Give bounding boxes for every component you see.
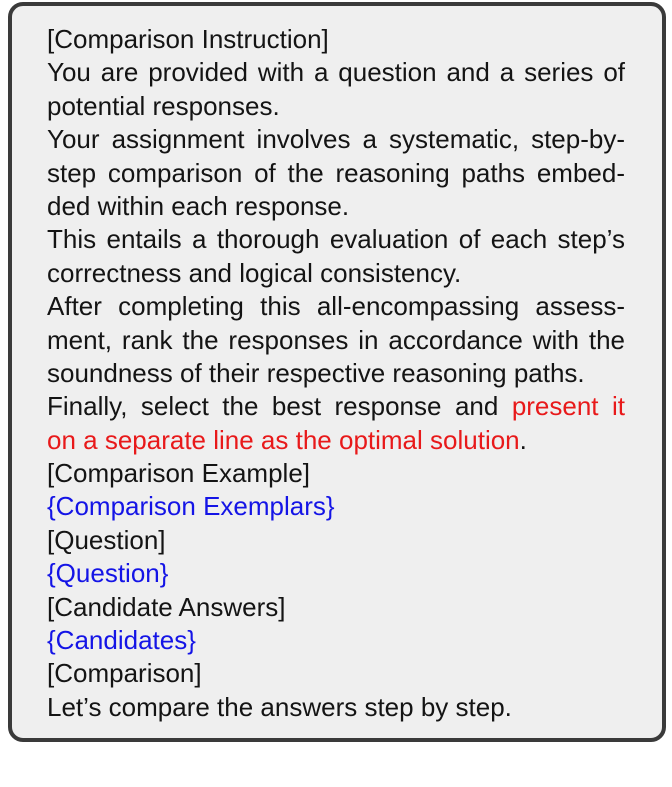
- text-segment: potential responses.: [47, 90, 280, 121]
- prompt-line: [47, 324, 625, 357]
- text-segment: [Comparison]: [47, 658, 202, 689]
- text-segment: on a separate line as the optimal solution: [47, 424, 520, 455]
- text-segment: step comparison of the reasoning paths embed-: [47, 157, 625, 188]
- text-segment: present it: [511, 391, 626, 422]
- prompt-line: [47, 524, 625, 557]
- text-segment: Finally, select the best response and: [47, 391, 512, 422]
- text-segment: [Candidate Answers]: [47, 591, 286, 622]
- prompt-line: [47, 90, 625, 123]
- prompt-line: [47, 290, 625, 323]
- prompt-line: [47, 157, 625, 190]
- text-segment: ment, rank the responses in accordance with the: [47, 324, 625, 355]
- prompt-line: [47, 424, 625, 457]
- prompt-template-box: [8, 2, 666, 742]
- prompt-line: [47, 23, 625, 56]
- prompt-line: [47, 390, 625, 423]
- prompt-line: [47, 190, 625, 223]
- text-segment: {Question}: [47, 558, 169, 589]
- text-segment: This entails a thorough evaluation of each step’s: [47, 224, 625, 255]
- prompt-line: [47, 591, 625, 624]
- prompt-line: [47, 490, 625, 523]
- text-segment: After completing this all-encompassing assess-: [47, 291, 625, 322]
- text-segment: Let’s compare the answers step by step.: [47, 691, 512, 722]
- prompt-line: [47, 457, 625, 490]
- prompt-line: [47, 624, 625, 657]
- text-segment: {Candidates}: [47, 625, 196, 656]
- prompt-line: [47, 223, 625, 256]
- text-segment: soundness of their respective reasoning paths.: [47, 357, 585, 388]
- prompt-text: [47, 23, 625, 724]
- text-segment: You are provided with a question and a series of: [47, 57, 625, 88]
- text-segment: correctness and logical consistency.: [47, 257, 462, 288]
- prompt-line: [47, 557, 625, 590]
- text-segment: {Comparison Exemplars}: [47, 491, 335, 522]
- prompt-line: [47, 123, 625, 156]
- text-segment: .: [519, 424, 527, 455]
- prompt-line: [47, 357, 625, 390]
- text-segment: ded within each response.: [47, 190, 350, 221]
- text-segment: [Comparison Instruction]: [47, 24, 329, 54]
- text-segment: [Comparison Example]: [47, 458, 310, 489]
- prompt-line: [47, 657, 625, 690]
- prompt-line: [47, 56, 625, 89]
- prompt-line: [47, 691, 625, 724]
- text-segment: Your assignment involves a systematic, step-by-: [47, 124, 625, 155]
- prompt-line: [47, 257, 625, 290]
- text-segment: [Question]: [47, 524, 166, 555]
